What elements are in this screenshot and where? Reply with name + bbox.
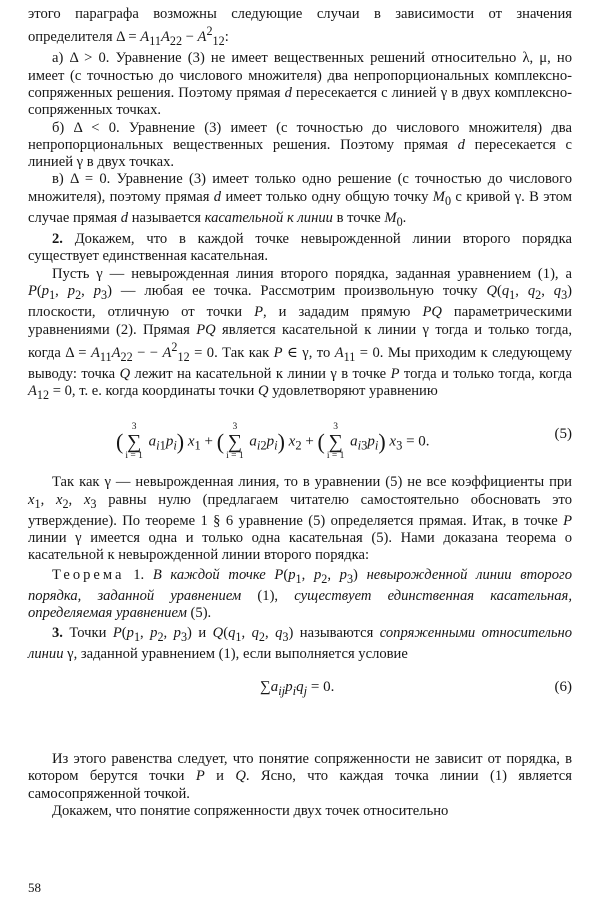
paragraph-conjugacy: Из этого равенства следует, что понятие сопряженности не зависит от порядка, в котором берутся точки P и Q. Ясно, что каждая точка линии (1) является самосопряженной точкой. — [28, 751, 573, 802]
paragraph-section-2: 2. Докажем, что в каждой точке невырожденной линии второго порядка существует единственная касательная. — [28, 231, 572, 265]
paragraph-theorem-1: Теорема 1. В каждой точке $P(p_1$, $p_2$, $p_3$) невырожденной линии второго порядка, заданной уравнением (1), существует единственная касательная, определяемая уравнением (5). — [28, 566, 573, 622]
paragraph-case-b: б) Δ < 0. Уравнение (3) имеет (с точностью до числового множителя) два непропорциональных вещественных решения. Поэтому прямая d пересекается с линией γ в двух точках. — [28, 119, 572, 171]
paragraph-case-c: в) Δ = 0. Уравнение (3) имеет только одно решение (с точностью до числового множителя), поэтому прямая d имеет только одну общую точку $M_0$ с кривой γ. В этом случае прямая d называется касательной к линии в точке $M_0$. — [28, 171, 572, 229]
equation-6 — [28, 669, 572, 709]
equation-5-number: (5) — [554, 426, 572, 443]
page-number: 58 — [28, 880, 41, 895]
equation-5-formula: ( 3 ∑ i = 1 $a_{i1}p_i$) $x_1$ + ( 3 ∑ i = 1 $a_{i2}p_i$) $x_2$ + ( 3 ∑ i = 1 $a_{i3}p_i$) $x_3 = 0$. — [116, 422, 430, 462]
paragraph-proof: Пусть γ — невырожденная линия второго порядка, заданная уравнением (1), а $P(p_1$, $p_2$, $p_3$) — любая ее точка. Рассмотрим произвольную точку $Q(q_1$, $q_2$, $q_3$) плоскости, отличную от точки P, и зададим прямую PQ параметрическими уравнениями (2). Прямая PQ является касательной к линии γ тогда и только тогда, когда $\Delta = A_{11}A_{22}$ − − $A^2_{12} = 0$. Так как P ∈ γ, то $A_{11} = 0$. Мы приходим к следующему выводу: точка Q лежит на касательной к линии γ в точке P тогда и только тогда, когда $A_{12} = 0$, т. е. когда координаты точки Q удовлетворяют уравнению — [28, 265, 573, 403]
paragraph-after-eq5: Так как γ — невырожденная линия, то в уравнении (5) не все коэффициенты при $x_1$, $x_2$, $x_3$ равны нулю (предлагаем читателю самостоятельно обосновать это утверждение). По теореме 1 § 6 уравнение (5) определяется прямая. Итак, в точке P линии γ имеется одна и только одна касательная (5). Нами доказана теорема о касательной к невырожденной линии второго порядка: — [28, 474, 573, 564]
page-body — [28, 6, 572, 820]
equation-6-formula: $\sum a_{ij}p_iq_j = 0$. — [260, 679, 335, 699]
paragraph-intro: этого параграфа возможны следующие случаи в зависимости от значения определителя $\Delta = A_{11}A_{22} - A^2_{12}$: — [28, 6, 572, 49]
equation-5 — [28, 410, 572, 468]
paragraph-last: Докажем, что понятие сопряженности двух точек относительно — [52, 802, 449, 819]
equation-6-number: (6) — [554, 679, 572, 696]
paragraph-section-3: 3. Точки $P(p_1$, $p_2$, $p_3$) и $Q(q_1$, $q_2$, $q_3$) называются сопряженными относительно линии γ, заданной уравнением (1), если выполняется условие — [28, 624, 573, 662]
paragraph-case-a: а) Δ > 0. Уравнение (3) не имеет вещественных решений относительно λ, μ, но имеет (с точностью до числового множителя) два непропорциональных комплексно-сопряженных решения. Поэтому прямая d пересекается с линией γ в двух комплексно-сопряженных точках. — [28, 50, 572, 119]
